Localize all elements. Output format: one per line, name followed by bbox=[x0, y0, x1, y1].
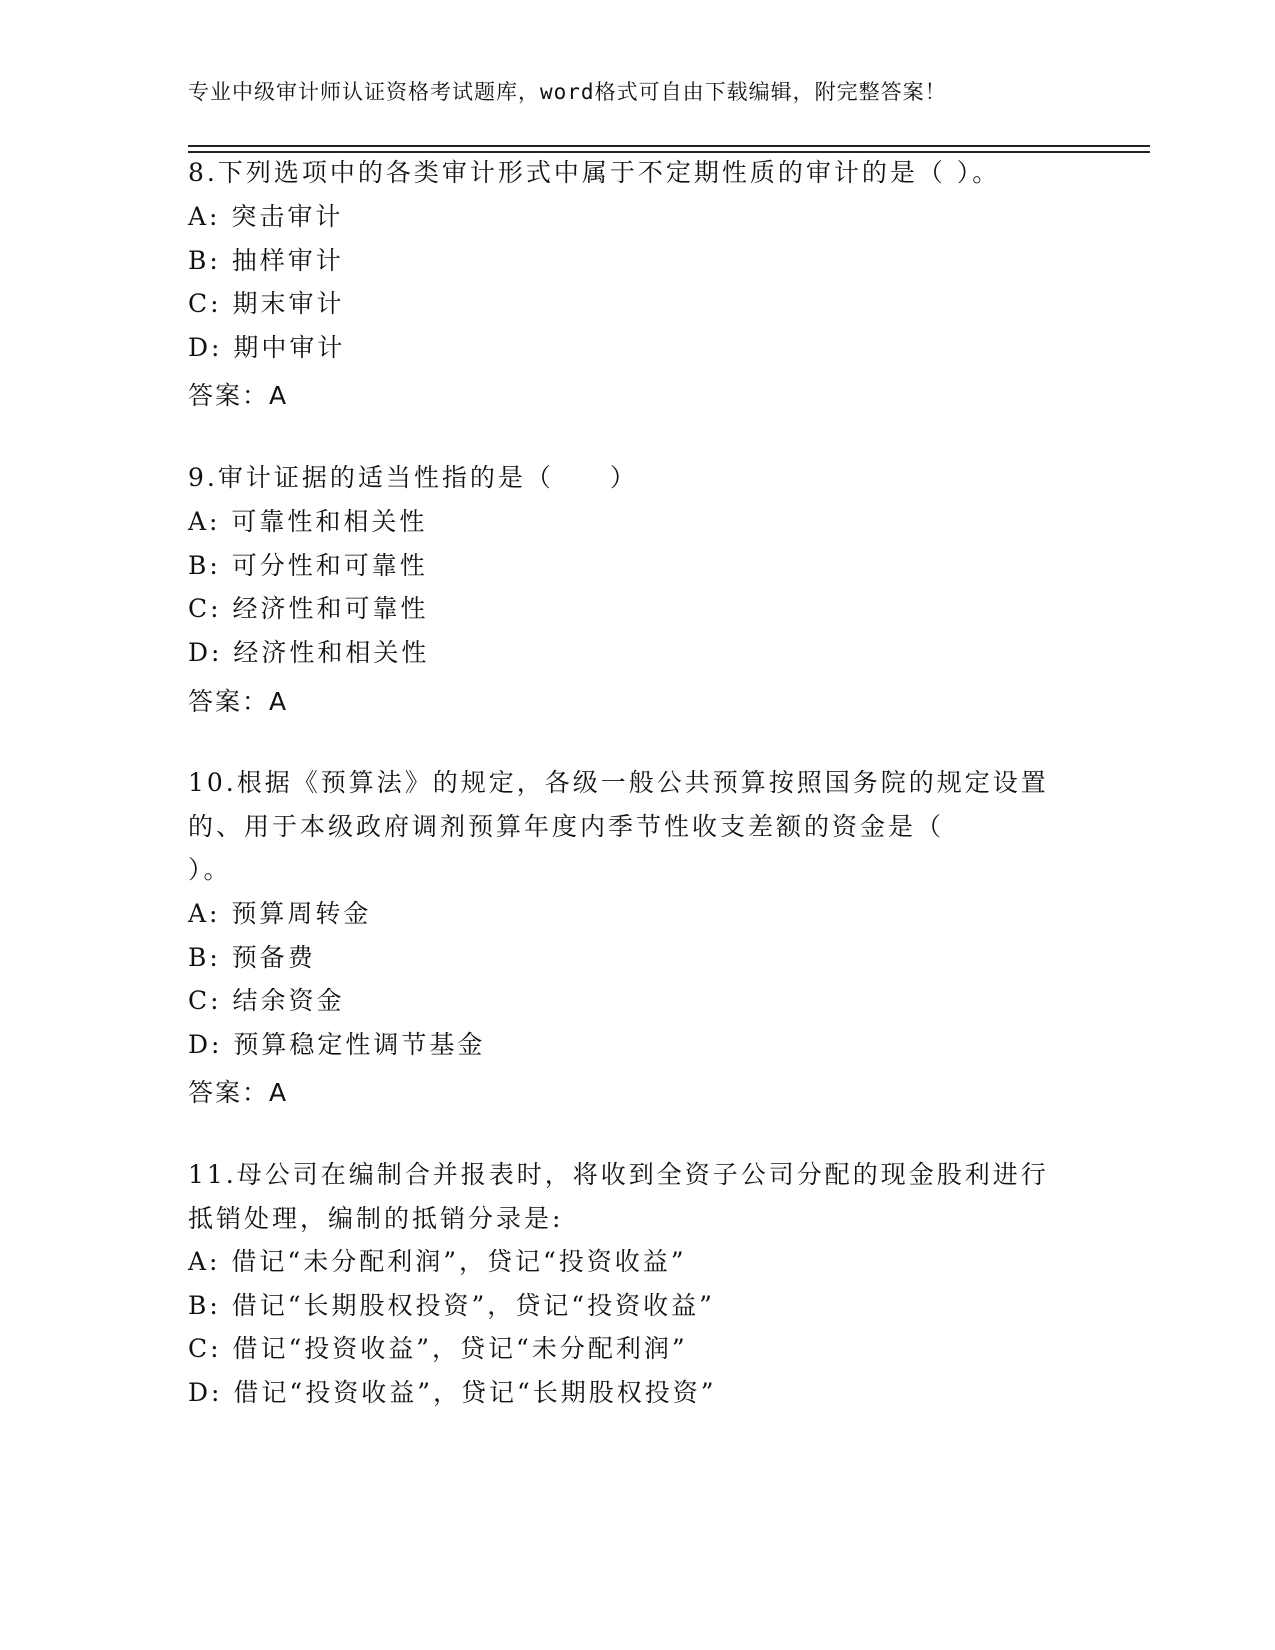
question-stem-line-1: 11.母公司在编制合并报表时，将收到全资子公司分配的现金股利进行 bbox=[188, 1160, 1049, 1189]
answer: 答案：A bbox=[188, 1078, 289, 1107]
option-d: D: 经济性和相关性 bbox=[188, 638, 430, 667]
question-stem: 9.审计证据的适当性指的是（ ） bbox=[188, 463, 638, 492]
option-b: B: 预备费 bbox=[188, 943, 316, 972]
option-c: C: 结余资金 bbox=[188, 986, 345, 1015]
option-a: A: 借记“未分配利润”，贷记“投资收益” bbox=[188, 1247, 687, 1276]
header-title: 专业中级审计师认证资格考试题库，word格式可自由下载编辑，附完整答案！ bbox=[188, 80, 947, 104]
option-d: D: 借记“投资收益”，贷记“长期股权投资” bbox=[188, 1378, 717, 1407]
option-c: C: 借记“投资收益”，贷记“未分配利润” bbox=[188, 1334, 688, 1363]
option-c: C: 经济性和可靠性 bbox=[188, 594, 429, 623]
option-c: C: 期末审计 bbox=[188, 289, 345, 318]
answer: 答案：A bbox=[188, 687, 289, 716]
answer: 答案：A bbox=[188, 381, 289, 410]
question-stem-line-1: 10.根据《预算法》的规定，各级一般公共预算按照国务院的规定设置 bbox=[188, 768, 1049, 797]
option-b: B: 借记“长期股权投资”，贷记“投资收益” bbox=[188, 1291, 715, 1320]
question-stem-line-2: 的、用于本级政府调剂预算年度内季节性收支差额的资金是（ bbox=[188, 812, 945, 841]
option-d: D: 期中审计 bbox=[188, 333, 346, 362]
question-stem-line-2: 抵销处理，编制的抵销分录是: bbox=[188, 1204, 564, 1233]
option-d: D: 预算稳定性调节基金 bbox=[188, 1030, 486, 1059]
option-a: A: 可靠性和相关性 bbox=[188, 507, 428, 536]
header-rule-top bbox=[188, 145, 1150, 147]
option-a: A: 预算周转金 bbox=[188, 899, 372, 928]
option-b: B: 抽样审计 bbox=[188, 246, 344, 275]
option-b: B: 可分性和可靠性 bbox=[188, 551, 428, 580]
question-stem-line-3: ）。 bbox=[188, 855, 232, 884]
question-stem: 8.下列选项中的各类审计形式中属于不定期性质的审计的是（ ）。 bbox=[188, 158, 1001, 187]
option-a: A: 突击审计 bbox=[188, 202, 344, 231]
